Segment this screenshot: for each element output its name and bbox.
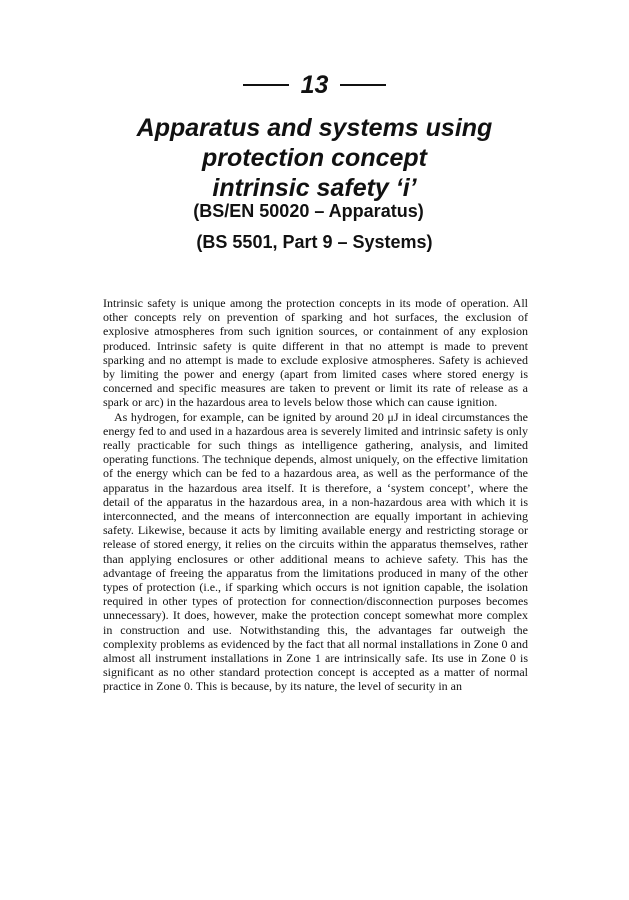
chapter-title [0, 113, 629, 203]
subtitle-systems: (BS 5501, Part 9 – Systems) [196, 232, 433, 252]
body-text [103, 296, 528, 694]
chapter-number: 13 [300, 71, 329, 99]
chapter-title-line-1: Apparatus and systems using [136, 114, 493, 142]
subtitle-apparatus: (BS/EN 50020 – Apparatus) [193, 201, 424, 221]
paragraph-2: As hydrogen, for example, can be ignited by around 20 μJ in ideal circumstances the energy fed to and used in a hazardous area is severely limited and intrinsic safety is only really practicable for such things as intelligence gathering, analysis, and limited operating functions. The technique depends, almost uniquely, on the effective limitation of the energy which can be fed to a hazardous area, as well as the performance of the apparatus in the hazardous area itself. It is therefore, a ‘system concept’, where the detail of the apparatus in the hazardous area, in a non-hazardous area with which it is interconnected, and the means of interconnection are equally important in achieving safety. Likewise, because it acts by limiting available energy and restricting storage or release of stored energy, it relies on the circuits within the apparatus themselves, rather than applying enclosures or other additional means to achieve safety. This has the advantage of freeing the apparatus from the limitations produced in many of the other types of protection (i.e., if sparking which occurs is not ignition capable, the isolation required in other types of protection for connection/disconnection purposes becomes unnecessary). It does, however, make the protection concept somewhat more complex in construction and use. Notwithstanding this, the advantages far outweigh the complexity problems as evidenced by the fact that all normal installations in Zone 0 and almost all instrument installations in Zone 1 are intrinsically safe. Its use in Zone 0 is significant as no other standard protection concept is accepted as a matter of normal practice in Zone 0. This is because, by its nature, the level of security in an [103, 409, 528, 694]
right-rule [340, 84, 386, 86]
chapter-heading [0, 70, 629, 100]
chapter-title-line-3: intrinsic safety ‘i’ [212, 174, 417, 202]
paragraph-1: Intrinsic safety is unique among the protection concepts in its mode of operation. All other concepts rely on prevention of sparking and hot surfaces, the exclusion of explosive atmospheres from such ignition sources, or containment of any explosion produced. Intrinsic safety is quite different in that no attempt is made to prevent sparking and no attempt is made to exclude explosive atmospheres. Safety is achieved by limiting the power and energy (apart from limited cases where stored energy is concerned and specific measures are taken to prevent or limit its rate of release as a spark or arc) in the hazardous area to levels below those which can cause ignition. [103, 296, 528, 410]
chapter-title-line-2: protection concept [201, 144, 427, 172]
left-rule [243, 84, 289, 86]
